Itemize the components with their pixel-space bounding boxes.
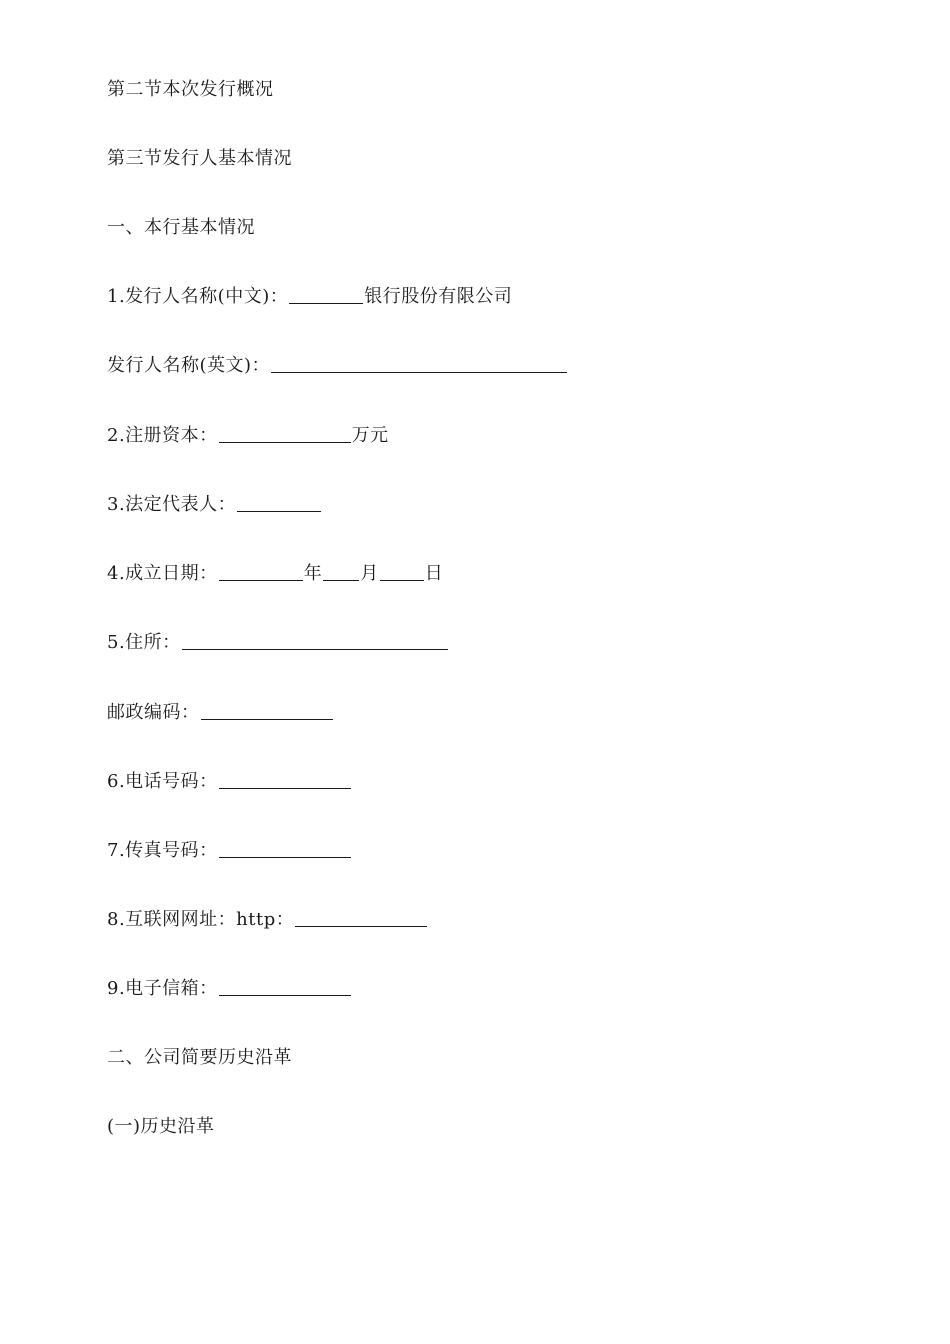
month-blank: [323, 562, 359, 581]
subsection-1-title: (一)历史沿革: [107, 1116, 215, 1137]
field-fax: [107, 839, 352, 863]
field-legal-representative: [107, 493, 322, 517]
part-1-title: 一、本行基本情况: [107, 217, 255, 238]
subsection-1-heading: [107, 1115, 215, 1139]
field-website: [107, 908, 428, 932]
address-label: 5.住所：: [107, 632, 181, 653]
day-char: 日: [424, 563, 444, 584]
field-registered-capital: [107, 424, 389, 448]
registered-capital-blank: [219, 424, 351, 443]
field-postcode: [107, 701, 334, 725]
field-establishment-date: [107, 562, 443, 586]
registered-capital-label: 2.注册资本：: [107, 425, 218, 446]
field-issuer-name-en: [107, 354, 568, 378]
part-1-heading: [107, 216, 255, 240]
field-issuer-name-cn: [107, 285, 512, 309]
issuer-name-cn-suffix: 银行股份有限公司: [364, 286, 513, 307]
establishment-date-label: 4.成立日期：: [107, 563, 218, 584]
issuer-name-en-blank: [271, 354, 567, 373]
website-blank: [295, 908, 427, 927]
field-email: [107, 977, 352, 1001]
part-2-title: 二、公司简要历史沿革: [107, 1047, 292, 1068]
postcode-label: 邮政编码：: [107, 702, 200, 723]
legal-representative-blank: [237, 493, 321, 512]
fax-blank: [219, 839, 351, 858]
year-char: 年: [303, 563, 323, 584]
field-address: [107, 631, 449, 655]
section-3-title: 第三节发行人基本情况: [107, 148, 292, 169]
postcode-blank: [201, 701, 333, 720]
issuer-name-en-label: 发行人名称(英文)：: [107, 355, 271, 376]
issuer-name-cn-label: 1.发行人名称(中文)：: [107, 286, 289, 307]
legal-representative-label: 3.法定代表人：: [107, 494, 237, 515]
part-2-heading: [107, 1046, 292, 1070]
website-label: 8.互联网网址：http：: [107, 909, 295, 930]
section-2-heading: [107, 78, 274, 102]
phone-label: 6.电话号码：: [107, 771, 218, 792]
day-blank: [380, 562, 424, 581]
email-label: 9.电子信箱：: [107, 978, 218, 999]
email-blank: [219, 977, 351, 996]
phone-blank: [219, 770, 351, 789]
registered-capital-suffix: 万元: [351, 425, 389, 446]
field-phone: [107, 770, 352, 794]
section-2-title: 第二节本次发行概况: [107, 79, 274, 100]
fax-label: 7.传真号码：: [107, 840, 218, 861]
section-3-heading: [107, 147, 292, 171]
month-char: 月: [360, 563, 379, 584]
year-blank: [219, 562, 303, 581]
address-blank: [182, 631, 448, 650]
issuer-name-cn-blank: [289, 285, 363, 304]
